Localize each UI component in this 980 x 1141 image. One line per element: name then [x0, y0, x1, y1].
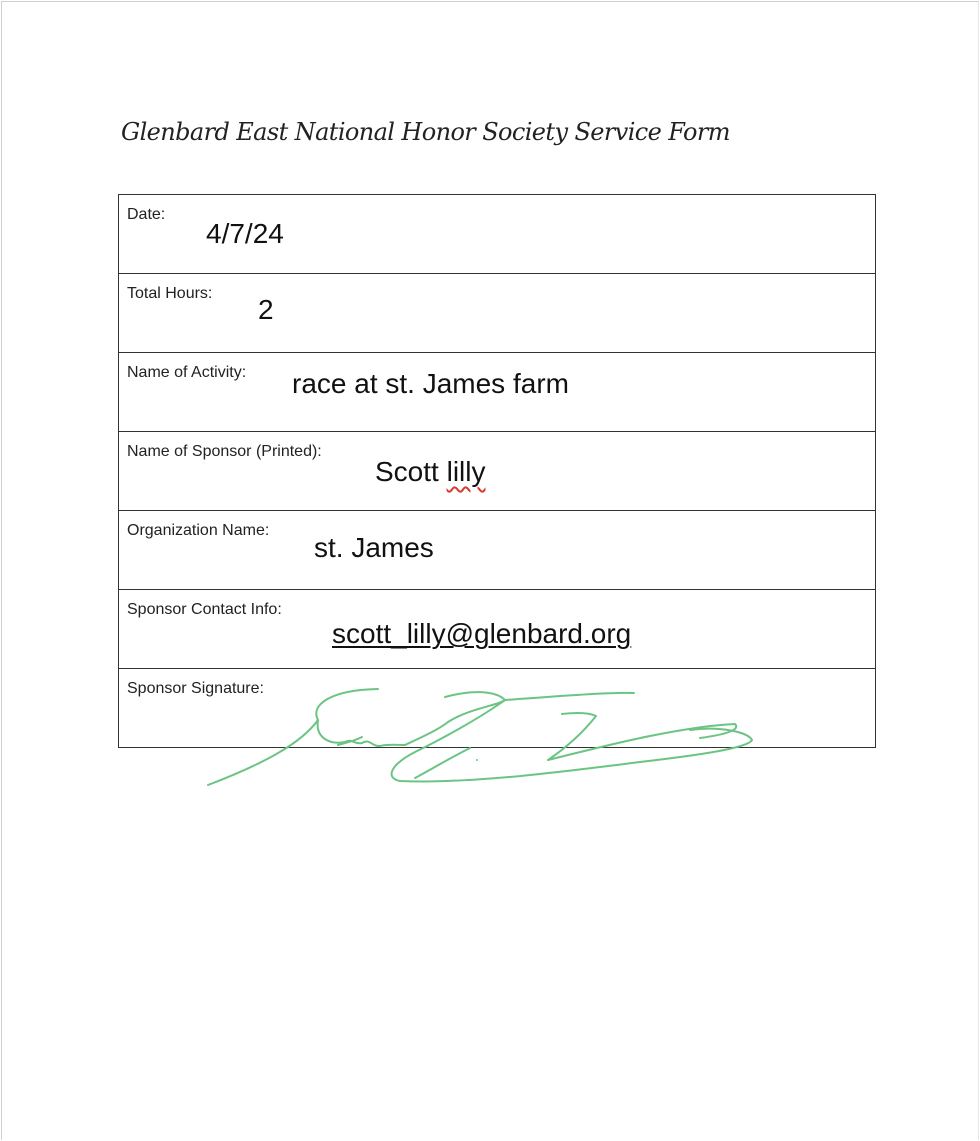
- activity-label: Name of Activity:: [127, 364, 247, 381]
- form-title: Glenbard East National Honor Society Service Form: [121, 118, 730, 146]
- date-value[interactable]: 4/7/24: [206, 218, 284, 249]
- service-form-table: [118, 194, 876, 748]
- sponsor-name-label: Name of Sponsor (Printed):: [127, 443, 322, 460]
- total-hours-label: Total Hours:: [127, 285, 213, 302]
- total-hours-value[interactable]: 2: [258, 294, 274, 325]
- sponsor-last-name-misspelled: lilly: [446, 456, 486, 487]
- activity-row: [119, 353, 875, 432]
- organization-row: [119, 511, 875, 590]
- contact-email-link[interactable]: scott_lilly@glenbard.org: [332, 618, 632, 649]
- signature-label: Sponsor Signature:: [127, 680, 264, 697]
- total-hours-row: [119, 274, 875, 353]
- organization-label: Organization Name:: [127, 522, 270, 539]
- sponsor-first-name: Scott: [375, 456, 439, 487]
- activity-value[interactable]: race at st. James farm: [292, 368, 569, 399]
- contact-row: [119, 590, 875, 669]
- date-row: [119, 195, 875, 274]
- sponsor-name-value[interactable]: [375, 456, 485, 488]
- contact-label: Sponsor Contact Info:: [127, 601, 282, 618]
- organization-value[interactable]: st. James: [314, 532, 434, 563]
- signature-row: [119, 669, 875, 747]
- sponsor-name-row: [119, 432, 875, 511]
- date-label: Date:: [127, 206, 166, 223]
